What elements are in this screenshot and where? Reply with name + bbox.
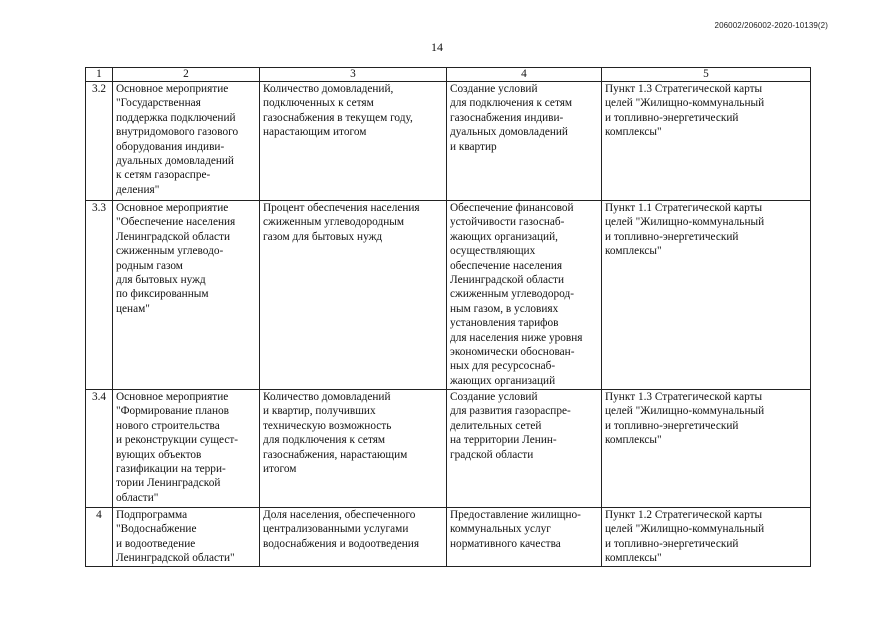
table-row [86,82,811,201]
row-number: 4 [86,508,113,567]
reference-cell [602,201,811,390]
row-number: 3.2 [86,82,113,201]
result-text: Предоставление жилищно- коммунальных услуг нормативного качества [450,509,581,550]
indicator-text: Количество домовладений и квартир, получивших техническую возможность для подключения к сетям газоснабжения, нарастающим итогом [263,391,408,476]
reference-text: Пункт 1.3 Стратегической карты целей "Жилищно-коммунальный и топливно-энергетический комплексы" [605,391,765,447]
result-cell [447,508,602,567]
event-cell [113,508,260,567]
header-row [86,68,811,82]
result-text: Обеспечение финансовой устойчивости газоснаб- жающих организаций, осуществляющих обеспечение населения Ленинградской области сжиженным углеводород- ным газом, в условиях установления тарифов для населения ниже уровня экономически обоснован- ных для ресурсоснаб- жающих организаций [450,202,583,387]
event-text: Подпрограмма "Водоснабжение и водоотведение Ленинградской области" [116,509,235,565]
document-id: 206002/206002-2020-10139(2) [714,21,828,30]
result-cell [447,82,602,201]
column-header: 5 [602,68,811,82]
indicator-text: Процент обеспечения населения сжиженным углеводородным газом для бытовых нужд [263,202,420,243]
column-header: 2 [113,68,260,82]
reference-cell [602,508,811,567]
reference-cell [602,390,811,508]
indicator-text: Количество домовладений, подключенных к сетям газоснабжения в текущем году, нарастающим итогом [263,83,413,139]
row-number: 3.3 [86,201,113,390]
result-text: Создание условий для подключения к сетям газоснабжения индиви- дуальных домовладений и квартир [450,83,573,153]
indicator-text: Доля населения, обеспеченного централизованными услугами водоснабжения и водоотведения [263,509,420,550]
page-number: 14 [431,40,443,54]
result-text: Создание условий для развития газораспре- делительных сетей на территории Ленин- градской области [450,391,571,461]
event-cell [113,390,260,508]
reference-text: Пункт 1.1 Стратегической карты целей "Жилищно-коммунальный и топливно-энергетический комплексы" [605,202,765,258]
column-header: 1 [86,68,113,82]
table-row [86,390,811,508]
result-cell [447,390,602,508]
reference-cell [602,82,811,201]
program-table [85,67,811,567]
table-row [86,508,811,567]
result-cell [447,201,602,390]
row-number: 3.4 [86,390,113,508]
indicator-cell [260,390,447,508]
indicator-cell [260,82,447,201]
event-text: Основное мероприятие "Обеспечение населения Ленинградской области сжиженным углеводо- родным газом для бытовых нужд по фиксированным ценам" [116,202,236,315]
event-text: Основное мероприятие "Государственная поддержка подключений внутридомового газового оборудования индиви- дуальных домовладений к сетям газораспре- деления" [116,83,239,196]
event-text: Основное мероприятие "Формирование планов нового строительства и реконструкции сущест- вующих объектов газификации на терри- тории Ленинградской области" [116,391,239,504]
reference-text: Пункт 1.3 Стратегической карты целей "Жилищно-коммунальный и топливно-энергетический комплексы" [605,83,765,139]
indicator-cell [260,508,447,567]
column-header: 4 [447,68,602,82]
event-cell [113,201,260,390]
reference-text: Пункт 1.2 Стратегической карты целей "Жилищно-коммунальный и топливно-энергетический комплексы" [605,509,765,565]
column-header: 3 [260,68,447,82]
indicator-cell [260,201,447,390]
table-row [86,201,811,390]
event-cell [113,82,260,201]
